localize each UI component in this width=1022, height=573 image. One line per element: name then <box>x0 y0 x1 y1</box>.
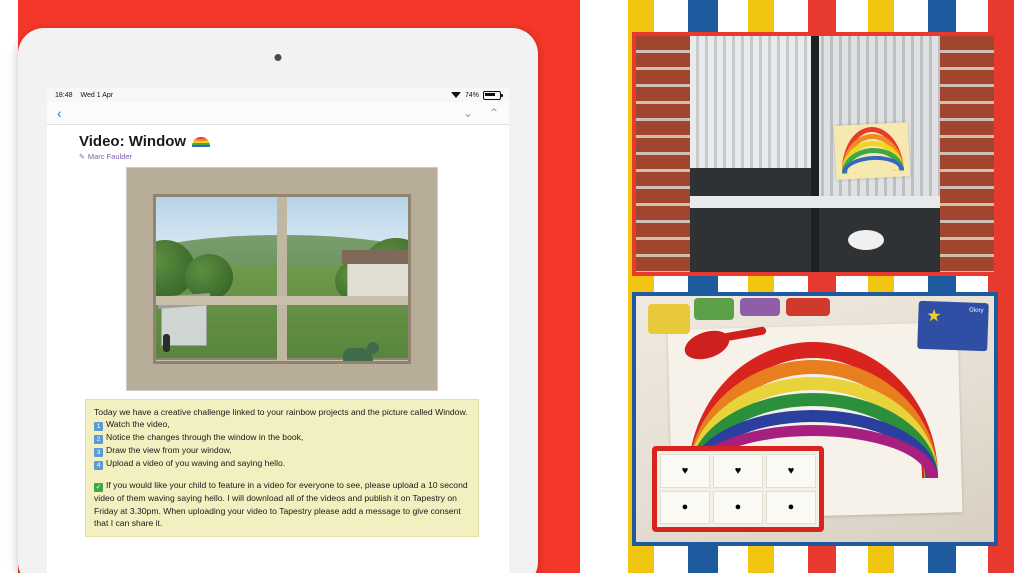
status-date: Wed 1 Apr <box>80 91 114 99</box>
mat-cell: ♥ <box>660 454 710 488</box>
note-step-3 <box>94 444 470 457</box>
photo-window-rainbow-drawing <box>632 32 998 276</box>
consent-text: If you would like your child to feature in a video for everyone to see, please upload a 10 second video of them waving saying hello. I will download all of the videos and publish it on Tapestry on Friday at 3.30pm. When uploading your video to Tapestry please add a message to give consent that I can share it. <box>94 480 468 529</box>
left-white-margin <box>0 0 18 573</box>
ios-status-bar <box>47 88 509 102</box>
note-step-1 <box>94 418 470 431</box>
rainbow-emoji <box>192 137 210 147</box>
author-line <box>79 152 485 161</box>
page-title <box>79 133 485 150</box>
paint-pot-yellow <box>648 304 690 334</box>
mat-cell: ● <box>660 491 710 525</box>
window-rail <box>690 196 940 208</box>
check-mark-icon: ✓ <box>95 484 102 492</box>
star-icon: ★ <box>926 306 942 326</box>
brick-wall-left <box>636 36 690 272</box>
ipad-device <box>18 28 538 573</box>
app-nav-bar <box>47 102 509 125</box>
step-text-1: Watch the video, <box>106 419 170 430</box>
mat-cell: ♥ <box>766 454 816 488</box>
brick-wall-right <box>940 36 994 272</box>
instructions-note <box>85 399 479 537</box>
page-title-text: Video: Window <box>79 133 187 150</box>
pen-icon: ✎ <box>79 153 85 161</box>
note-consent <box>94 479 470 529</box>
status-time: 18:48 <box>55 91 73 99</box>
corner-badge <box>917 301 989 351</box>
step-text-4: Upload a video of you waving and saying hello. <box>106 458 286 469</box>
mat-cell: ● <box>713 491 763 525</box>
chevron-down-icon[interactable]: ⌄ <box>462 106 473 120</box>
front-camera-icon <box>275 54 282 61</box>
note-step-4 <box>94 457 470 470</box>
painting-of-window-with-garden-view <box>126 167 438 391</box>
step-number-1: 1 <box>94 422 103 431</box>
white-oval-shape <box>848 230 884 250</box>
paint-pot-purple <box>740 298 780 316</box>
badge-label: Glory <box>969 307 984 315</box>
wifi-icon <box>451 92 461 98</box>
activity-mat <box>652 446 824 532</box>
step-number-4: 4 <box>94 461 103 470</box>
window-mullion <box>811 36 819 272</box>
photo-painted-rainbow-on-table <box>632 292 998 546</box>
ipad-screen <box>47 88 509 573</box>
author-name: Marc Faulder <box>87 152 133 161</box>
back-icon[interactable]: ‹ <box>57 105 62 121</box>
mat-cell: ● <box>766 491 816 525</box>
note-step-2 <box>94 431 470 444</box>
paint-pot-red <box>786 298 830 316</box>
rainbow-drawing-in-window <box>834 122 911 180</box>
step-text-2: Notice the changes through the window in the book, <box>106 432 304 443</box>
battery-icon <box>483 91 501 100</box>
window-pane-area <box>690 36 940 272</box>
battery-percent: 74% <box>464 91 479 99</box>
note-intro: Today we have a creative challenge linked to your rainbow projects and the picture called Window. <box>94 407 468 417</box>
mat-cell: ♥ <box>713 454 763 488</box>
paint-pot-green <box>694 298 734 320</box>
step-number-2: 2 <box>94 435 103 444</box>
chevron-up-icon[interactable]: ⌃ <box>488 106 499 120</box>
right-striped-panel <box>580 0 1022 573</box>
step-number-3: 3 <box>94 448 103 457</box>
document-body <box>47 125 509 537</box>
step-text-3: Draw the view from your window, <box>106 445 232 456</box>
